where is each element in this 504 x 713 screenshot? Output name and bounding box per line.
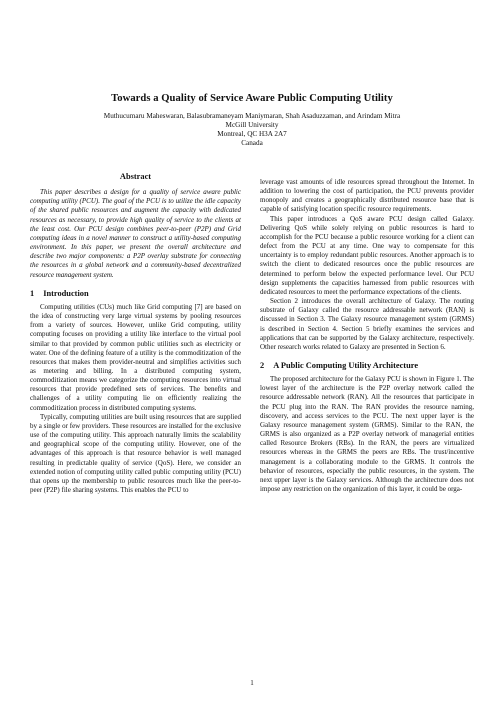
paper-title: Towards a Quality of Service Aware Public Computing Utility [111,93,393,104]
paragraph: Section 2 introduces the overall architecture of Galaxy. The routing substrate of Galaxy called the resource addressable network (RAN) is discussed in Section 3. The Galaxy resource management system (GRMS) is described in Section 4. Section 5 briefly examines the services and applications that can be supported by the Galaxy architecture, respectively. Other research works related to Galaxy are presented in Section 6. [260,297,474,351]
section-title: A Public Computing Utility Architecture [273,360,419,370]
section-heading-2 [260,361,474,370]
affiliation: McGill University [225,121,279,130]
country: Canada [241,139,263,148]
paragraph: This paper introduces a QoS aware PCU design called Galaxy. Delivering QoS while solely relying on public resources is hard to accomplish for the PCU because a public resource working for a client can defect from the PCU at any time. One way to compensate for this uncertainty is to employ redundant public resources. Another approach is to switch the client to dedicated resources once the public resources are determined to perform below the expected performance level. Our PCU design supplements the capacities harnessed from public resources with dedicated resources to meet the performance expectations of the clients. [260,214,474,296]
right-column [260,178,474,494]
section-number: 2 [260,360,265,370]
paragraph: Typically, computing utilities are built using resources that are supplied by a single or few providers. These resources are installed for the exclusive use of the computing utility. This approach naturally limits the scalability and geographical scope of the computing utility. However, one of the advantages of this approach is that resource behavior is well managed resulting in predictable quality of service (QoS). Here, we consider an extended notion of computing utility called public computing utility (PCU) that opens up the membership to public resources much like the peer-to-peer (P2P) file sharing systems. This enables the PCU to [30,412,241,494]
left-column [30,172,241,495]
section-number: 1 [30,288,35,298]
abstract-text: This paper describes a design for a quality of service aware public computing utility (PCU). The goal of the PCU is to utilize the idle capacity of the shared public resources and augment the capacity with dedicated resources as necessary, to provide high quality of service to the clients at the least cost. Our PCU design combines peer-to-peer (P2P) and Grid computing ideas in a novel manner to construct a utility-based computing environment. In this paper, we present the overall architecture and describe two major components: a P2P overlay substrate for connecting the resources in a global network and a community-based decentralized resource management system. [30,188,241,279]
address: Montreal, QC H3A 2A7 [217,130,287,139]
paragraph: Computing utilities (CUs) much like Grid computing [7] are based on the idea of constructing very large virtual systems by pooling resources from a variety of sources. However, unlike Grid computing, utility computing focuses on providing a utility like interface to the virtual pool similar to that provided by common public utilities such as electricity or water. One of the defining feature of a utility is the commoditization of the resources that makes them provider-neutral and simplifies activities such as metering and billing. In a distributed computing system, commoditization means we categorize the computing resources into virtual resources that provide predefined sets of services. The benefits and challenges of a utility computing lie on efficiently realizing the commoditization process in distributed computing systems. [30,302,241,412]
paragraph: The proposed architecture for the Galaxy PCU is shown in Figure 1. The lowest layer of the architecture is the P2P overlay network called the resource addressable network (RAN). All the resources that participate in the PCU plug into the RAN. The RAN provides the resource naming, discovery, and access services to the PCU. The next upper layer is the Galaxy resource management system (GRMS). Similar to the RAN, the GRMS is also organized as a P2P overlay network of managerial entities called Resource Brokers (RBs). In the RAN, the peers are virtualized resources whereas in the GRMS the peers are RBs. The trust/incentive management is a collaborating module to the GRMS. It controls the behavior of resources, especially the public resources, in the system. The next upper layer is the Galaxy services. Although the architecture does not impose any restriction on the organization of this layer, it could be orga- [260,375,474,493]
author-block [0,112,504,148]
section-title: Introduction [43,288,89,298]
page-number: 1 [250,679,254,687]
section-heading-1 [30,289,241,298]
paragraph: leverage vast amounts of idle resources spread throughout the Internet. In addition to lowering the cost of participation, the PCU prevents provider monopoly and creates a geographically distributed resource base that is capable of satisfying location specific resource requirements. [260,178,474,214]
abstract-heading: Abstract [119,172,152,181]
author-names: Muthucumaru Maheswaran, Balasubramaneyam Maniymaran, Shah Asaduzzaman, and Arindam Mitra [103,112,401,120]
